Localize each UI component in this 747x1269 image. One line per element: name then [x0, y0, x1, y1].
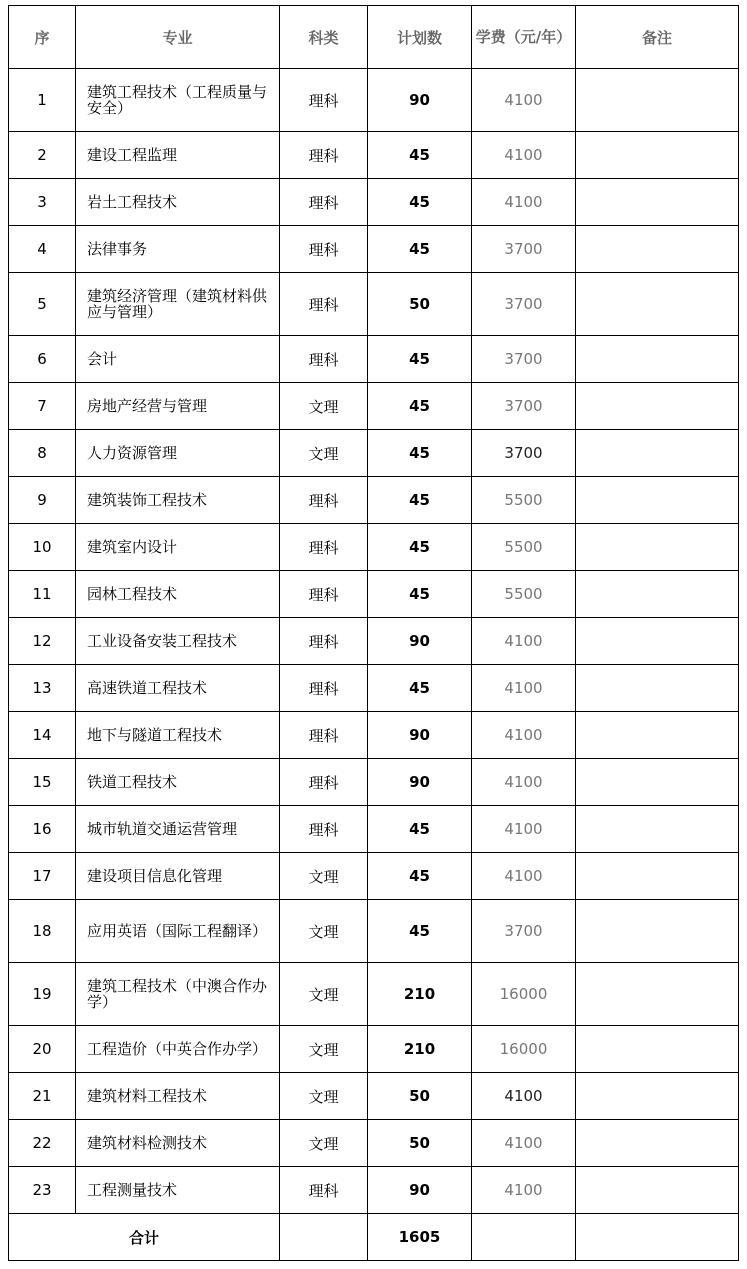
cell-category: 理科 [280, 477, 368, 524]
cell-category: 理科 [280, 179, 368, 226]
cell-fee: 16000 [472, 963, 576, 1026]
cell-major: 建筑工程技术（工程质量与安全） [76, 69, 280, 132]
cell-fee: 5500 [472, 571, 576, 618]
cell-note [576, 1167, 739, 1214]
cell-category: 理科 [280, 712, 368, 759]
cell-seq: 20 [9, 1026, 76, 1073]
cell-note [576, 1073, 739, 1120]
cell-seq: 11 [9, 571, 76, 618]
cell-seq: 9 [9, 477, 76, 524]
table-row [9, 1120, 739, 1167]
cell-seq: 19 [9, 963, 76, 1026]
cell-category: 文理 [280, 383, 368, 430]
cell-note [576, 69, 739, 132]
table-row [9, 524, 739, 571]
cell-major: 工程测量技术 [76, 1167, 280, 1214]
cell-fee: 3700 [472, 383, 576, 430]
cell-plan: 45 [368, 336, 472, 383]
table-row [9, 900, 739, 963]
cell-category: 文理 [280, 1073, 368, 1120]
cell-category: 理科 [280, 571, 368, 618]
table-row [9, 226, 739, 273]
cell-seq: 10 [9, 524, 76, 571]
cell-category: 理科 [280, 69, 368, 132]
table-row [9, 430, 739, 477]
cell-category: 理科 [280, 273, 368, 336]
header-seq: 序 [9, 6, 76, 69]
cell-category: 理科 [280, 336, 368, 383]
header-fee: 学费（元/年） [472, 6, 576, 69]
cell-seq: 15 [9, 759, 76, 806]
cell-fee: 3700 [472, 430, 576, 477]
cell-note [576, 273, 739, 336]
cell-fee: 5500 [472, 524, 576, 571]
cell-plan: 45 [368, 571, 472, 618]
cell-note [576, 524, 739, 571]
total-category [280, 1214, 368, 1261]
cell-seq: 18 [9, 900, 76, 963]
cell-category: 理科 [280, 618, 368, 665]
cell-plan: 50 [368, 1120, 472, 1167]
cell-plan: 210 [368, 963, 472, 1026]
header-row [9, 6, 739, 69]
cell-seq: 2 [9, 132, 76, 179]
table-row [9, 665, 739, 712]
cell-seq: 14 [9, 712, 76, 759]
table-row [9, 571, 739, 618]
cell-major: 工业设备安装工程技术 [76, 618, 280, 665]
cell-note [576, 759, 739, 806]
cell-fee: 4100 [472, 759, 576, 806]
cell-note [576, 336, 739, 383]
total-fee [472, 1214, 576, 1261]
cell-fee: 4100 [472, 618, 576, 665]
cell-major: 建设工程监理 [76, 132, 280, 179]
cell-plan: 45 [368, 665, 472, 712]
cell-plan: 45 [368, 179, 472, 226]
cell-seq: 1 [9, 69, 76, 132]
total-row [9, 1214, 739, 1261]
cell-seq: 3 [9, 179, 76, 226]
cell-note [576, 430, 739, 477]
table-row [9, 759, 739, 806]
cell-plan: 210 [368, 1026, 472, 1073]
table-row [9, 1026, 739, 1073]
cell-note [576, 226, 739, 273]
cell-note [576, 179, 739, 226]
cell-category: 文理 [280, 1120, 368, 1167]
cell-seq: 23 [9, 1167, 76, 1214]
cell-category: 理科 [280, 759, 368, 806]
table-row [9, 477, 739, 524]
cell-seq: 7 [9, 383, 76, 430]
table-row [9, 1167, 739, 1214]
cell-category: 理科 [280, 665, 368, 712]
cell-category: 文理 [280, 853, 368, 900]
cell-plan: 90 [368, 759, 472, 806]
header-plan: 计划数 [368, 6, 472, 69]
cell-fee: 4100 [472, 1073, 576, 1120]
cell-major: 法律事务 [76, 226, 280, 273]
cell-plan: 45 [368, 806, 472, 853]
cell-note [576, 963, 739, 1026]
cell-seq: 17 [9, 853, 76, 900]
cell-major: 建筑室内设计 [76, 524, 280, 571]
cell-plan: 45 [368, 900, 472, 963]
table-row [9, 336, 739, 383]
cell-seq: 22 [9, 1120, 76, 1167]
cell-seq: 6 [9, 336, 76, 383]
total-note [576, 1214, 739, 1261]
cell-seq: 21 [9, 1073, 76, 1120]
cell-fee: 4100 [472, 1120, 576, 1167]
cell-fee: 4100 [472, 1167, 576, 1214]
cell-plan: 45 [368, 524, 472, 571]
cell-plan: 45 [368, 853, 472, 900]
cell-category: 文理 [280, 1026, 368, 1073]
header-category: 科类 [280, 6, 368, 69]
cell-plan: 45 [368, 383, 472, 430]
cell-fee: 4100 [472, 665, 576, 712]
cell-plan: 90 [368, 618, 472, 665]
cell-major: 建筑材料工程技术 [76, 1073, 280, 1120]
cell-major: 建筑装饰工程技术 [76, 477, 280, 524]
cell-plan: 45 [368, 226, 472, 273]
header-major: 专业 [76, 6, 280, 69]
cell-seq: 16 [9, 806, 76, 853]
cell-fee: 4100 [472, 712, 576, 759]
cell-major: 应用英语（国际工程翻译） [76, 900, 280, 963]
cell-fee: 16000 [472, 1026, 576, 1073]
cell-major: 会计 [76, 336, 280, 383]
cell-note [576, 900, 739, 963]
cell-category: 文理 [280, 430, 368, 477]
cell-category: 理科 [280, 1167, 368, 1214]
cell-note [576, 665, 739, 712]
cell-fee: 4100 [472, 132, 576, 179]
cell-fee: 4100 [472, 806, 576, 853]
cell-category: 文理 [280, 900, 368, 963]
cell-fee: 3700 [472, 273, 576, 336]
cell-major: 铁道工程技术 [76, 759, 280, 806]
cell-note [576, 477, 739, 524]
cell-note [576, 712, 739, 759]
cell-plan: 45 [368, 477, 472, 524]
cell-note [576, 132, 739, 179]
table-row [9, 69, 739, 132]
cell-category: 文理 [280, 963, 368, 1026]
cell-fee: 3700 [472, 226, 576, 273]
header-note: 备注 [576, 6, 739, 69]
cell-plan: 90 [368, 712, 472, 759]
enrollment-plan-table [8, 5, 739, 1261]
cell-major: 建筑材料检测技术 [76, 1120, 280, 1167]
cell-note [576, 571, 739, 618]
cell-plan: 45 [368, 430, 472, 477]
cell-seq: 5 [9, 273, 76, 336]
cell-seq: 4 [9, 226, 76, 273]
cell-major: 房地产经营与管理 [76, 383, 280, 430]
cell-fee: 5500 [472, 477, 576, 524]
cell-plan: 50 [368, 273, 472, 336]
table-row [9, 963, 739, 1026]
cell-fee: 4100 [472, 853, 576, 900]
table-row [9, 383, 739, 430]
cell-note [576, 383, 739, 430]
cell-note [576, 806, 739, 853]
cell-major: 园林工程技术 [76, 571, 280, 618]
cell-fee: 3700 [472, 336, 576, 383]
cell-major: 建筑工程技术（中澳合作办学） [76, 963, 280, 1026]
cell-seq: 8 [9, 430, 76, 477]
cell-category: 理科 [280, 524, 368, 571]
table-row [9, 853, 739, 900]
cell-plan: 50 [368, 1073, 472, 1120]
cell-major: 城市轨道交通运营管理 [76, 806, 280, 853]
cell-note [576, 1026, 739, 1073]
cell-note [576, 853, 739, 900]
cell-plan: 45 [368, 132, 472, 179]
cell-plan: 90 [368, 1167, 472, 1214]
cell-note [576, 1120, 739, 1167]
total-label: 合计 [9, 1214, 280, 1261]
cell-category: 理科 [280, 132, 368, 179]
cell-major: 岩土工程技术 [76, 179, 280, 226]
table-row [9, 1073, 739, 1120]
table-row [9, 806, 739, 853]
cell-fee: 4100 [472, 69, 576, 132]
cell-seq: 13 [9, 665, 76, 712]
table-row [9, 179, 739, 226]
cell-major: 地下与隧道工程技术 [76, 712, 280, 759]
cell-fee: 4100 [472, 179, 576, 226]
cell-major: 工程造价（中英合作办学） [76, 1026, 280, 1073]
table-row [9, 132, 739, 179]
table-row [9, 712, 739, 759]
cell-fee: 3700 [472, 900, 576, 963]
cell-major: 高速铁道工程技术 [76, 665, 280, 712]
cell-category: 理科 [280, 806, 368, 853]
cell-category: 理科 [280, 226, 368, 273]
table-row [9, 618, 739, 665]
table-row [9, 273, 739, 336]
cell-plan: 90 [368, 69, 472, 132]
total-plan: 1605 [368, 1214, 472, 1261]
cell-major: 建筑经济管理（建筑材料供应与管理） [76, 273, 280, 336]
cell-seq: 12 [9, 618, 76, 665]
cell-major: 建设项目信息化管理 [76, 853, 280, 900]
cell-note [576, 618, 739, 665]
cell-major: 人力资源管理 [76, 430, 280, 477]
